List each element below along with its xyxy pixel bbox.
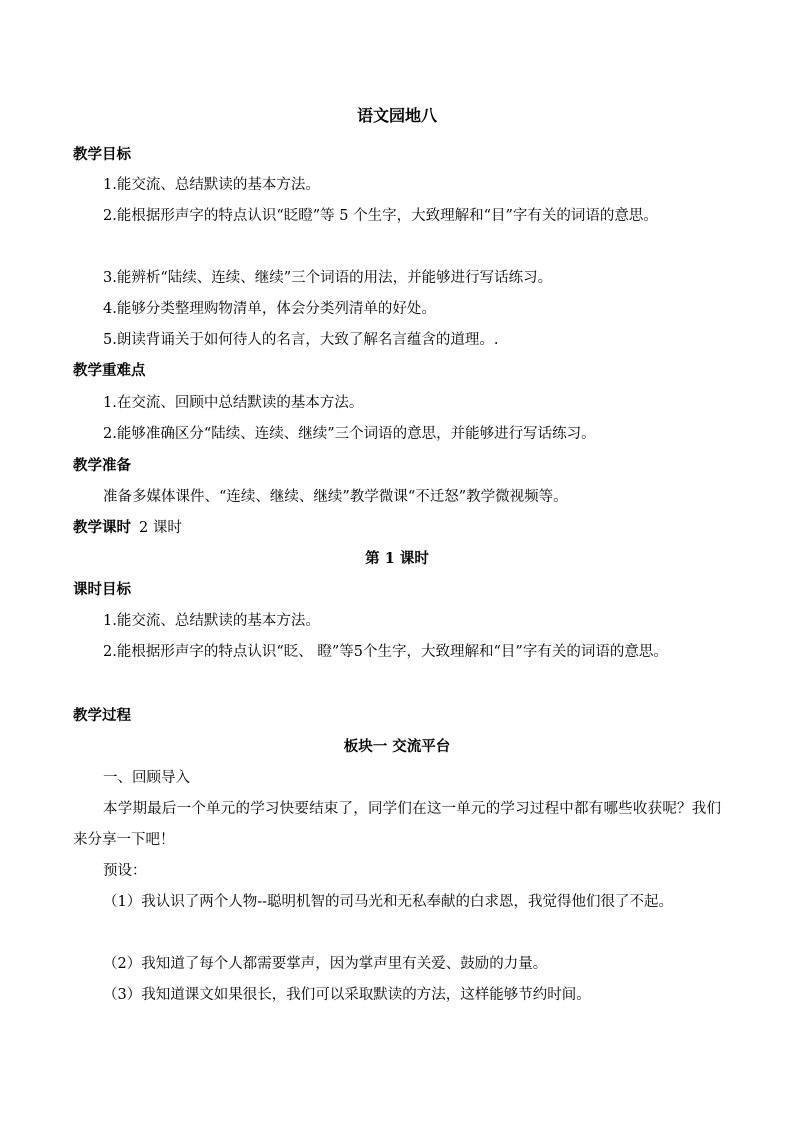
block-1-title: 板块一 交流平台: [343, 738, 451, 755]
step-1-title: 一、回顾导入: [103, 770, 190, 786]
lesson-1-heading: 第 1 课时: [365, 550, 429, 567]
preset-label: 预设：: [103, 863, 147, 879]
key-point-item-1: 1.在交流、回顾中总结默读的基本方法。: [103, 395, 364, 411]
section-heading-periods: [73, 517, 182, 539]
key-point-item-2: 2.能够准确区分“陆续、连续、继续”三个词语的意思，并能够进行写话练习。: [103, 426, 596, 442]
preset-item-2: （2）我知道了每个人都需要掌声，因为掌声里有关爱、鼓励的力量。: [103, 956, 548, 972]
section-heading-goals: 教学目标: [73, 146, 131, 163]
section-heading-lesson-goals: 课时目标: [73, 581, 131, 598]
goal-item-2: 2.能根据形声字的特点认识“眨瞪”等 5 个生字，大致理解和“目”字有关的词语的意思。: [103, 208, 658, 224]
periods-value: 2 课时: [139, 520, 182, 536]
lesson-goal-item-2: 2.能根据形声字的特点认识“眨、 瞪”等5个生字，大致理解和“目”字有关的词语的意思。: [103, 644, 668, 660]
periods-label: 教学课时: [73, 519, 131, 536]
goal-item-1: 1.能交流、总结默读的基本方法。: [103, 177, 320, 193]
goal-item-3: 3.能辨析“陆续、连续、继续”三个词语的用法，并能够进行写话练习。: [103, 270, 553, 286]
goal-item-4: 4.能够分类整理购物清单，体会分类列清单的好处。: [103, 301, 436, 317]
goal-item-5: 5.朗读背诵关于如何待人的名言，大致了解名言蕴含的道理。.: [103, 332, 499, 348]
preset-item-1: （1）我认识了两个人物--聪明机智的司马光和无私奉献的白求恩，我觉得他们很了不起。: [103, 894, 674, 910]
section-heading-process: 教学过程: [73, 707, 131, 724]
preparation-text: 准备多媒体课件、“连续、继续、继续”教学微课“不迁怒”教学微视频等。: [103, 489, 568, 505]
section-heading-key-points: 教学重难点: [73, 362, 146, 379]
section-heading-preparation: 教学准备: [73, 457, 131, 474]
lesson-goal-item-1: 1.能交流、总结默读的基本方法。: [103, 613, 320, 629]
intro-paragraph: 本学期最后一个单元的学习快要结束了，同学们在这一单元的学习过程中都有哪些收获呢？我们来分享一下吧！: [73, 801, 721, 848]
preset-item-3: （3）我知道课文如果很长，我们可以采取默读的方法，这样能够节约时间。: [103, 987, 591, 1003]
page-title: 语文园地八: [356, 106, 437, 125]
